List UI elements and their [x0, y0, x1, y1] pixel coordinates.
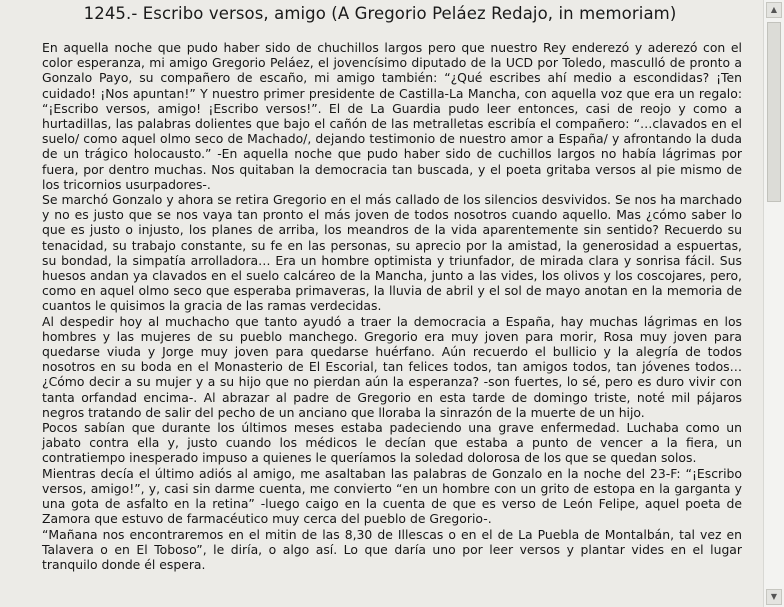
vertical-scrollbar[interactable]: [763, 0, 784, 607]
paragraph-1: En aquella noche que pudo haber sido de chuchillos largos pero que nuestro Rey enderezó y aderezó con el color esperanza, mi amigo Gregorio Peláez, el jovencísimo diputado de la UCD por Toledo, masculló de pronto a Gonzalo Payo, su compañero de escaño, mi amigo también: “¿Qué escribes ahí medio a escondidas? ¡Ten cuidado! ¡Nos apuntan!” Y nuestro primer presidente de Castilla-La Mancha, con aquella voz que era un regalo: “¡Escribo versos, amigo! ¡Escribo versos!”. El de La Guardia pudo leer entonces, casi de reojo y como a hurtadillas, las palabras dolientes que bajo el cañón de las metralletas escribía el compañero: “…clavados en el suelo/ como aquel olmo seco de Machado/, dejando testimonio de nuestro amor a España/ y afrontando la duda de un trágico holocausto.” -En aquella noche que pudo haber sido de cuchillos largos no había lágrimas por fuera, por dentro muchas. Nos quitaban la democracia tan buscada, y el poeta gritaba versos al pie mismo de los tricornios usurpadores-.: [42, 40, 742, 192]
paragraph-4: Pocos sabían que durante los últimos meses estaba padeciendo una grave enfermedad. Luchaba como un jabato contra ella y, justo cuando los médicos le decían que estaba a punto de vencer a la fiera, un contratiempo inesperado impuso a quienes le queríamos la soledad dolorosa de los que se quedan solos.: [42, 420, 742, 466]
scroll-thumb[interactable]: [767, 22, 781, 202]
scroll-down-arrow-icon[interactable]: ▼: [766, 589, 782, 605]
scroll-up-arrow-icon[interactable]: ▲: [766, 2, 782, 18]
paragraph-2: Se marchó Gonzalo y ahora se retira Gregorio en el más callado de los silencios desvividos. Se nos ha marchado y no es justo que se nos vaya tan pronto el más joven de todos nosotros cuando aquello. Mas ¿cómo saber lo que es justo o injusto, los planes de arriba, los meandros de la vida aparentemente sin sentido? Recuerdo su tenacidad, su trabajo constante, su fe en las personas, su aprecio por la amistad, la generosidad a espuertas, su bondad, la simpatía arrolladora… Era un hombre optimista y triunfador, de mirada clara y sonrisa fácil. Sus huesos andan ya clavados en el suelo calcáreo de la Mancha, junto a las vides, los olivos y los coscojares, pero, como en aquel olmo seco que esperaba primaveras, la lluvia de abril y el sol de mayo anotan en la memoria de cuantos le quisimos la gracia de las ramas verdecidas.: [42, 192, 742, 314]
paragraph-5: Mientras decía el último adiós al amigo, me asaltaban las palabras de Gonzalo en la noche del 23-F: “¡Escribo versos, amigo!”, y, casi sin darme cuenta, me convierto “en un hombre con un grito de estopa en la garganta y una gota de asfalto en la retina” -luego caigo en la cuenta de que es verso de León Felipe, aquel poeta de Zamora que estuvo de farmacéutico muy cerca del pueblo de Gregorio-.: [42, 465, 742, 527]
paragraph-6: “Mañana nos encontraremos en el mitin de las 8,30 de Illescas o en el de La Puebla de Montalbán, tal vez en Talavera o en El Toboso”, le diría, o algo así. Lo que daría uno por leer versos y plantar vides en el lugar tranquilo donde él espera.: [42, 526, 742, 572]
paragraph-3: Al despedir hoy al muchacho que tanto ayudó a traer la democracia a España, hay muchas lágrimas en los hombres y las mujeres de su pueblo manchego. Gregorio era muy joven para morir, Rosa muy joven para quedarse viuda y Jorge muy joven para quedarse huérfano. Aún recuerdo el bullicio y la alegría de todos nosotros en su boda en el Monasterio de El Escorial, tan felices todos, tan amigos todos, tan jóvenes todos… ¿Cómo decir a su mujer y a su hijo que no pierdan aún la esperanza? -son fuertes, lo sé, pero es duro vivir con tanta orfandad encima-. Al abrazar al padre de Gregorio en esta tarde de domingo triste, noté mil pájaros negros tratando de salir del pecho de un anciano que lloraba la sinrazón de la muerte de un hijo.: [42, 313, 742, 420]
article-title: 1245.- Escribo versos, amigo (A Gregorio Peláez Redajo, in memoriam): [83, 4, 677, 23]
article-body: [42, 40, 742, 572]
